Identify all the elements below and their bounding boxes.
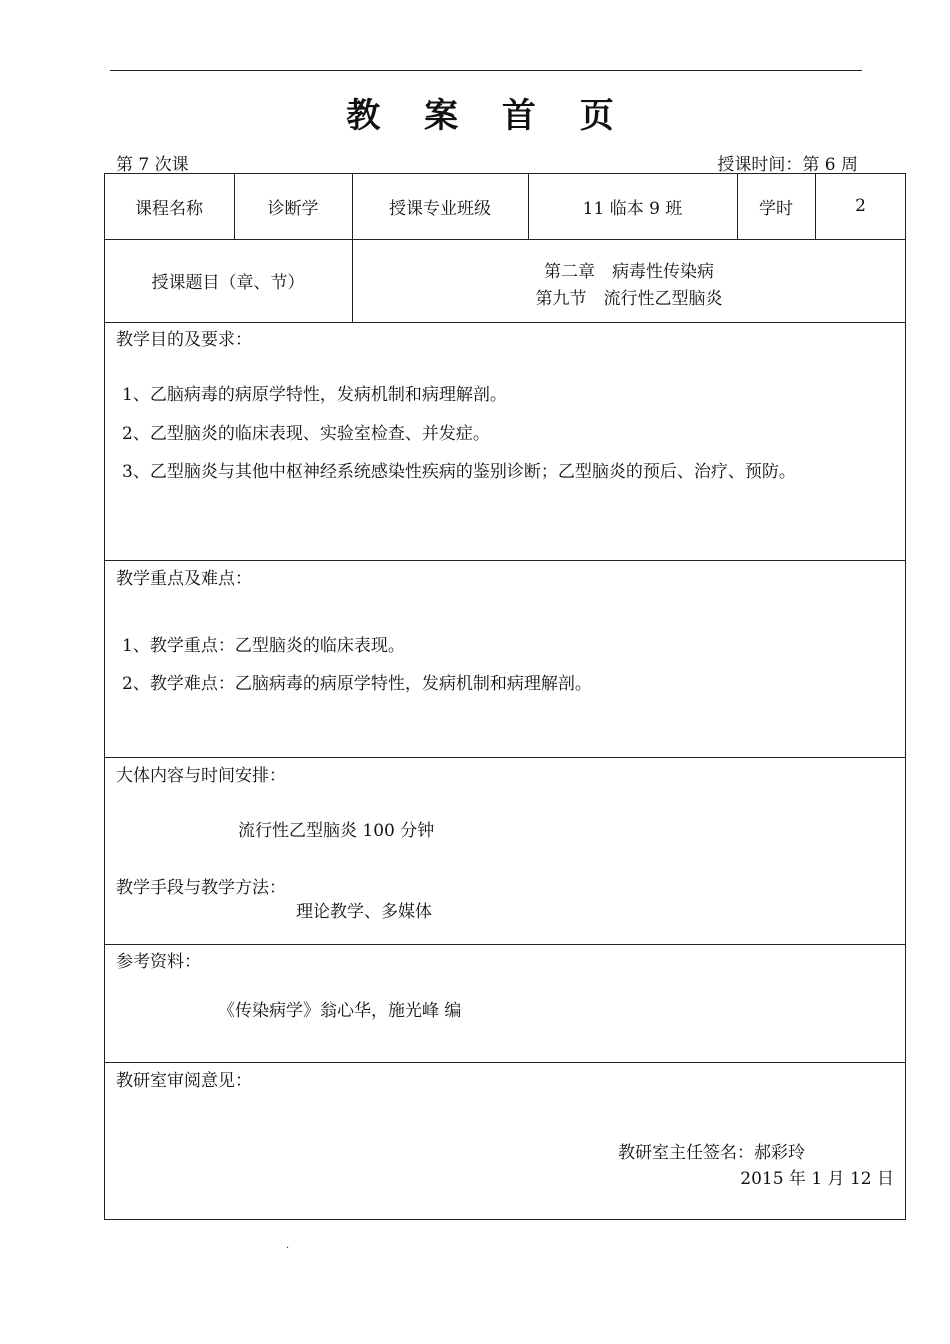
footer-dot: . xyxy=(286,1240,290,1251)
references-content: 《传染病学》翁心华，施光峰 编 xyxy=(218,1001,462,1021)
objective-item: 3、乙型脑炎与其他中枢神经系统感染性疾病的鉴别诊断；乙型脑炎的预后、治疗、预防。 xyxy=(122,462,796,482)
keypoint-item: 2、教学难点：乙脑病毒的病原学特性，发病机制和病理解剖。 xyxy=(122,674,592,694)
references-heading: 参考资料： xyxy=(116,952,201,972)
review-date: 2015 年 1 月 12 日 xyxy=(740,1169,894,1189)
hours-value: 2 xyxy=(855,196,866,216)
topic-label: 授课题目（章、节） xyxy=(151,273,305,293)
objectives-heading: 教学目的及要求： xyxy=(116,330,252,350)
methods-heading: 教学手段与教学方法： xyxy=(116,878,286,898)
schedule-heading: 大体内容与时间安排： xyxy=(116,766,286,786)
hours-label: 学时 xyxy=(759,198,793,219)
review-heading: 教研室审阅意见： xyxy=(116,1071,252,1091)
course-name-label: 课程名称 xyxy=(135,198,203,219)
lesson-number: 第 7 次课 xyxy=(116,155,189,175)
keypoint-item: 1、教学重点：乙型脑炎的临床表现。 xyxy=(122,636,405,656)
objective-item: 2、乙型脑炎的临床表现、实验室检查、并发症。 xyxy=(122,424,490,444)
class-value: 11 临本 9 班 xyxy=(582,198,683,219)
topic-section: 第九节 流行性乙型脑炎 xyxy=(535,289,723,309)
methods-content: 理论教学、多媒体 xyxy=(296,902,432,922)
keypoints-heading: 教学重点及难点： xyxy=(116,569,252,589)
topic-chapter: 第二章 病毒性传染病 xyxy=(544,262,714,282)
objective-item: 1、乙脑病毒的病原学特性，发病机制和病理解剖。 xyxy=(122,385,507,405)
top-rule xyxy=(110,70,862,71)
class-label: 授课专业班级 xyxy=(389,198,491,219)
director-signature: 教研室主任签名：郝彩玲 xyxy=(618,1143,805,1163)
course-name-value: 诊断学 xyxy=(267,198,319,219)
page-title: 教 案 首 页 xyxy=(346,96,630,136)
schedule-content: 流行性乙型脑炎 100 分钟 xyxy=(238,821,435,841)
teach-time: 授课时间：第 6 周 xyxy=(717,155,858,175)
